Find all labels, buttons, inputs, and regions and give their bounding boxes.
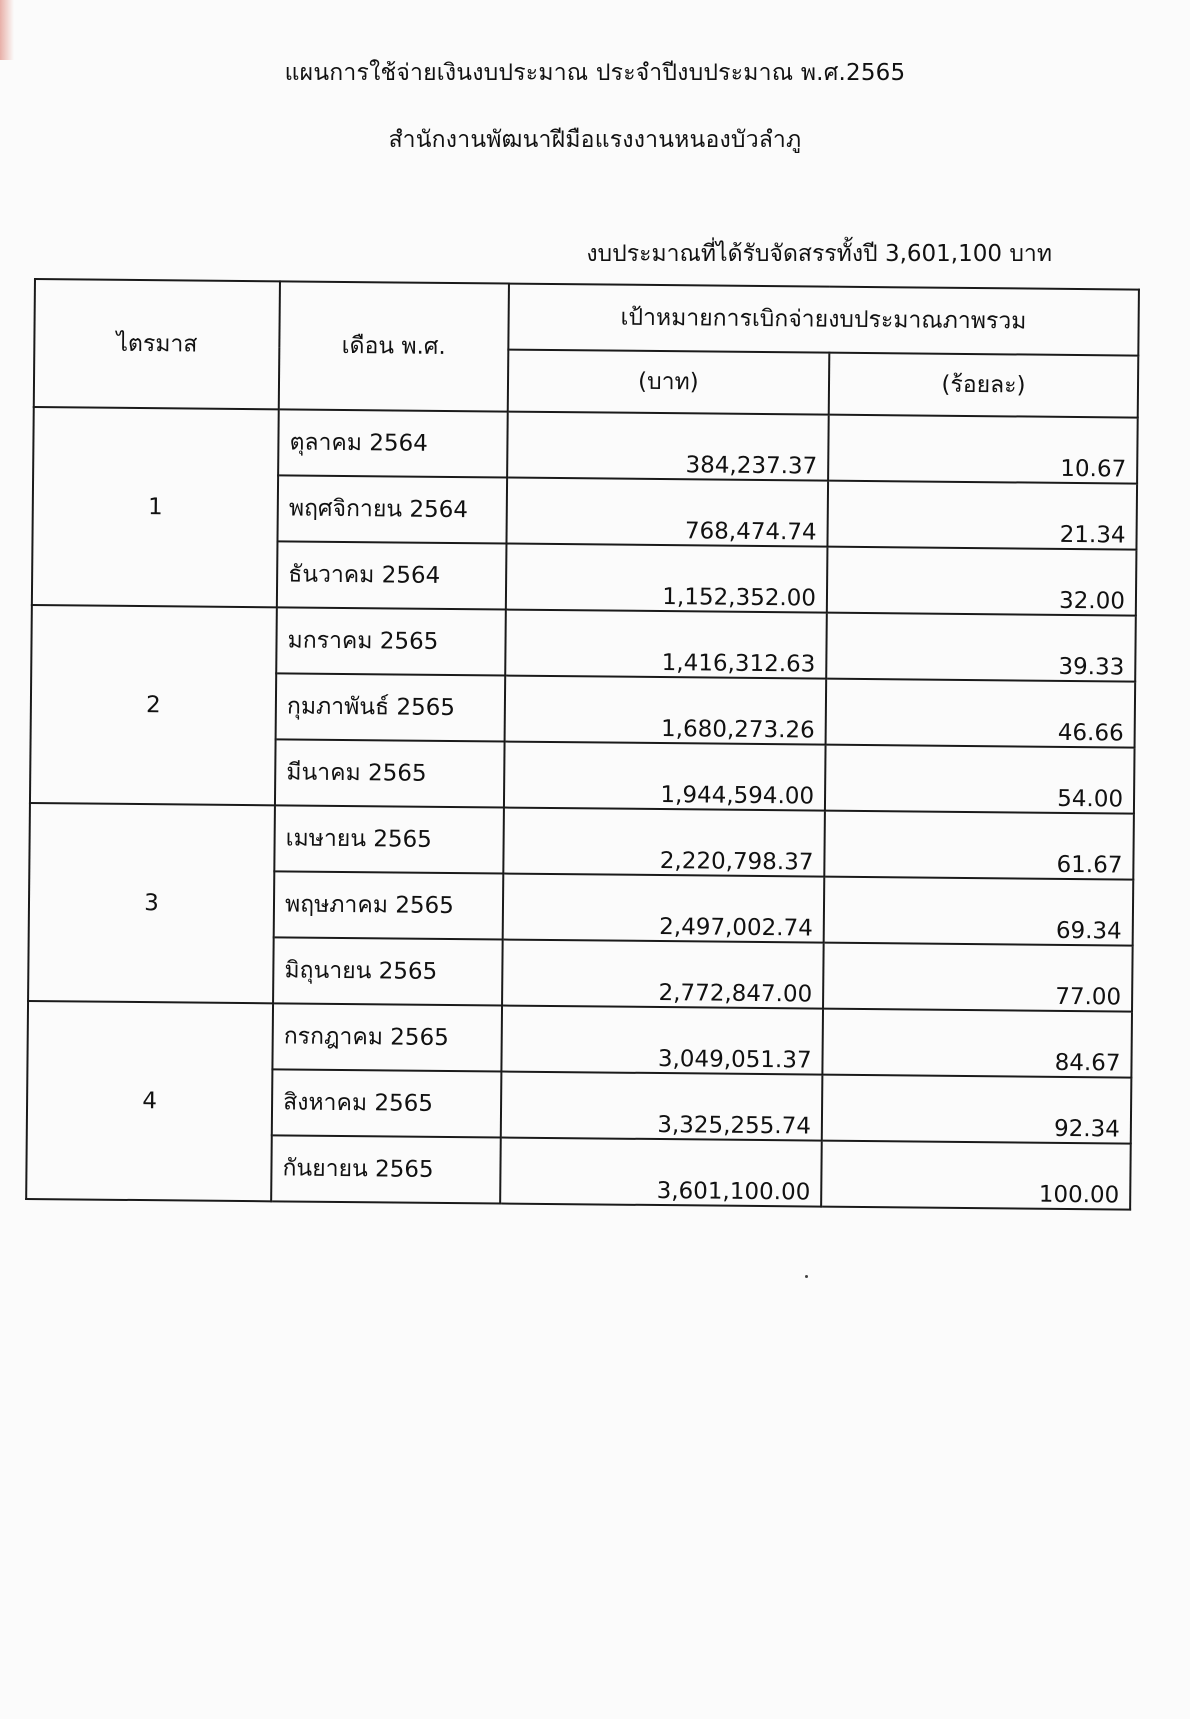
- quarter-cell: 3: [28, 803, 275, 1003]
- percent-cell: 61.67: [824, 811, 1134, 880]
- baht-cell: 3,325,255.74: [500, 1072, 822, 1141]
- month-cell: กุมภาพันธ์ 2565: [276, 673, 505, 741]
- percent-cell: 77.00: [823, 943, 1133, 1012]
- office-name: สำนักงานพัฒนาฝีมือแรงงานหนองบัวลำภู: [388, 127, 802, 153]
- percent-cell: 69.34: [824, 877, 1134, 946]
- percent-cell: 21.34: [827, 481, 1137, 550]
- month-cell: มีนาคม 2565: [275, 739, 504, 807]
- month-cell: เมษายน 2565: [274, 805, 503, 873]
- month-cell: ตุลาคม 2564: [278, 409, 507, 477]
- header-quarter: ไตรมาส: [34, 279, 280, 409]
- percent-cell: 92.34: [822, 1075, 1132, 1144]
- baht-cell: 1,680,273.26: [504, 676, 826, 745]
- table-row: [33, 407, 1138, 484]
- percent-cell: 100.00: [821, 1141, 1131, 1210]
- quarter-cell: 2: [30, 605, 277, 805]
- baht-cell: 768,474.74: [506, 478, 828, 547]
- percent-cell: 32.00: [827, 547, 1137, 616]
- percent-cell: 39.33: [826, 613, 1136, 682]
- baht-cell: 384,237.37: [507, 412, 829, 481]
- table-row: [27, 1001, 1132, 1078]
- percent-cell: 84.67: [822, 1009, 1132, 1078]
- header-percent: (ร้อยละ): [829, 353, 1139, 418]
- page-edge-shadow: [0, 0, 14, 60]
- header-baht: (บาท): [507, 350, 829, 415]
- month-cell: กรกฎาคม 2565: [273, 1003, 502, 1071]
- percent-cell: 10.67: [828, 415, 1138, 484]
- baht-cell: 1,152,352.00: [506, 544, 828, 613]
- baht-cell: 2,772,847.00: [502, 940, 824, 1009]
- month-cell: มกราคม 2565: [276, 607, 505, 675]
- header-target: เป้าหมายการเบิกจ่ายงบประมาณภาพรวม: [508, 284, 1139, 356]
- month-cell: กันยายน 2565: [271, 1135, 500, 1203]
- quarter-cell: 4: [26, 1001, 273, 1201]
- annual-budget-note: งบประมาณที่ได้รับจัดสรรทั้งปี 3,601,100 บาท: [586, 241, 1052, 267]
- document-title: แผนการใช้จ่ายเงินงบประมาณ ประจำปีงบประมาณ พ.ศ.2565: [284, 60, 906, 86]
- month-cell: ธันวาคม 2564: [277, 541, 506, 609]
- header-month: เดือน พ.ศ.: [279, 281, 509, 411]
- baht-cell: 1,944,594.00: [504, 742, 826, 811]
- month-cell: มิถุนายน 2565: [273, 937, 502, 1005]
- table-row: [29, 803, 1134, 880]
- table-row: [31, 605, 1136, 682]
- baht-cell: 2,220,798.37: [503, 808, 825, 877]
- percent-cell: 46.66: [826, 679, 1136, 748]
- month-cell: พฤษภาคม 2565: [274, 871, 503, 939]
- baht-cell: 1,416,312.63: [505, 610, 827, 679]
- disbursement-plan-table: [25, 278, 1140, 1211]
- month-cell: พฤศจิกายน 2564: [278, 475, 507, 543]
- month-cell: สิงหาคม 2565: [272, 1069, 501, 1137]
- baht-cell: 2,497,002.74: [502, 874, 824, 943]
- percent-cell: 54.00: [825, 745, 1135, 814]
- quarter-cell: 1: [32, 407, 279, 607]
- baht-cell: 3,601,100.00: [500, 1138, 822, 1207]
- stray-mark: [805, 1275, 808, 1278]
- baht-cell: 3,049,051.37: [501, 1006, 823, 1075]
